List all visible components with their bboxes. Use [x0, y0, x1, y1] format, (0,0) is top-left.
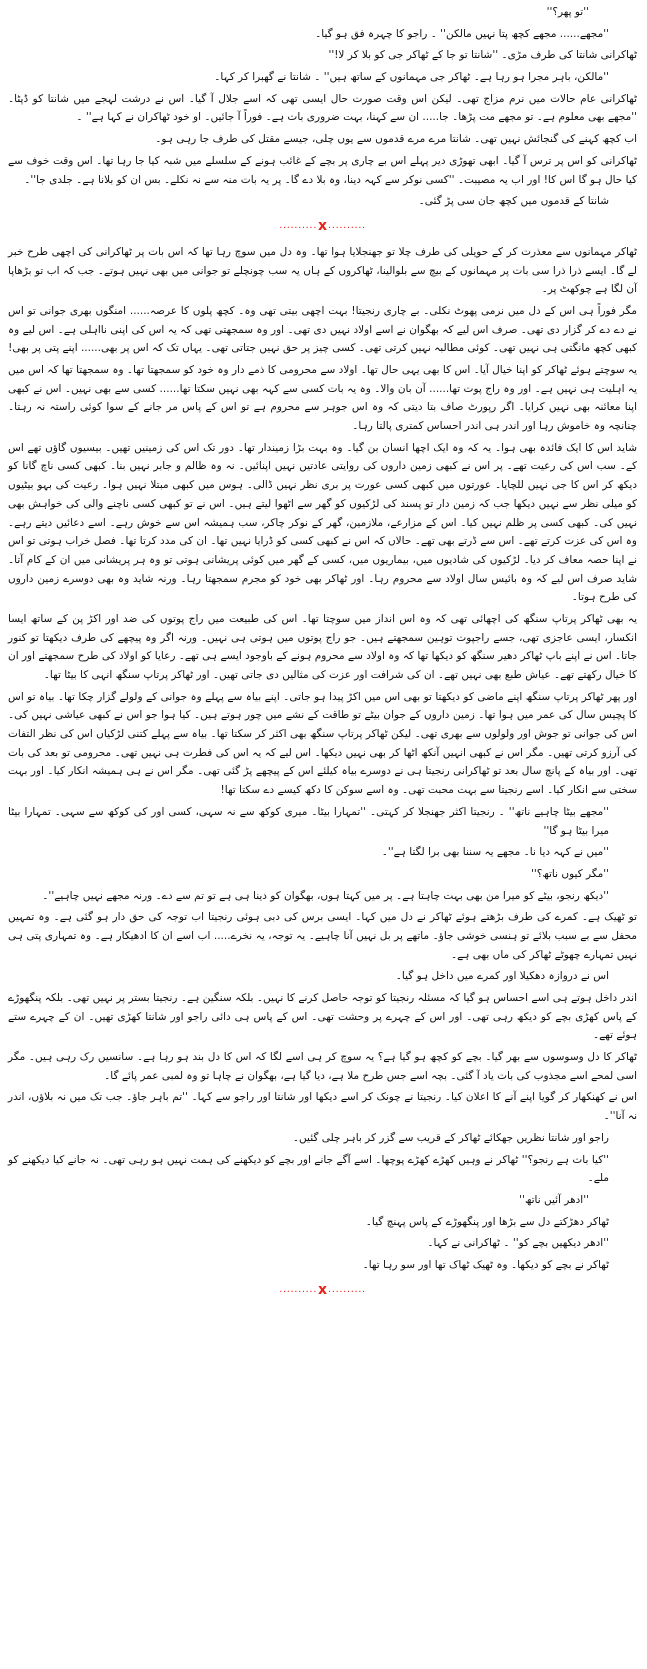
paragraph: یہ بھی ٹھاکر پرتاپ سنگھ کی اچھائی تھی کہ وہ اس انداز میں سوچتا تھا۔ اس کی طبیعت میں راج پوتوں کی ضد اور اکڑ پن کے ساتھ ایسا انکسار، ایسی عاجزی تھی، جسے راجپوت توہین سمجھتے ہیں۔ جو راج پوتوں میں ہوتی ہی نہیں۔ ورنہ اگر وہ پیچھے کی طرف دیکھتا تو کنور جاتا۔ اس نے اپنے باپ ٹھاکر دھیر سنگھ کو دیکھا تھا کہ وہ اولاد سے محروم ہونے کے باوجود ایسے ہی تھے۔ رعایا کو اولاد کی طرح سمجھتے اور ان کا خیال رکھتے تھے۔ عیاش طبع بھی نہیں تھے۔ ان کی شرافت اور عزت کی مثالیں دی جاتی تھیں۔ اور ٹھاکر پرتاپ سنگھ انہی کا بیٹا تھا۔ — [8, 612, 637, 681]
paragraph: ''تو پھر؟'' — [546, 6, 589, 18]
paragraph: ''مجھے بیٹا چاہیے ناتھ'' ۔ رنجیتا اکثر جھنجلا کر کہتی۔ ''تمہارا بیٹا۔ میری کوکھ سے نہ سہی، کسی اور کی کوکھ سے سہی۔ تمہارا بیٹا میرا بیٹا ہو گا'' — [8, 805, 609, 837]
divider-dots-right: .......... — [328, 1283, 366, 1295]
paragraph: ٹھاکرانی شانتا کی طرف مڑی۔ ''شانتا تو جا کے ٹھاکر جی کو بلا کر لا!'' — [328, 49, 637, 62]
story-section-2 — [8, 243, 637, 1275]
paragraph: اس نے دروازہ دھکیلا اور کمرے میں داخل ہو گیا۔ — [395, 970, 609, 983]
paragraph: اب کچھ کہنے کی گنجائش نہیں تھی۔ شانتا مرے مرے قدموں سے یوں چلی، جیسے مقتل کی طرف جا رہی ہو۔ — [155, 133, 637, 146]
section-divider — [8, 216, 637, 236]
paragraph: شانتا کے قدموں میں کچھ جان سی پڑ گئی۔ — [418, 195, 609, 208]
paragraph: مگر فوراً ہی اس کے دل میں نرمی پھوٹ نکلی۔ بے چاری رنجیتا! بہت اچھی بیتی تھی وہ۔ کچھ پلوں کا عرصہ...... امنگوں بھری جوانی تو اس نے دے دے کر گزار دی تھی۔ صرف اس لیے کہ بھگوان نے اسے اولاد نہیں دی تھی۔ اور وہ سمجھتی تھی کہ یہ اس کی اپنی نااہلی ہے۔ اس لیے وہ کبھی کچھ مانگتی ہی نہیں تھی۔ کوئی مطالبہ نہیں کرتی تھی۔ کسی چیز پر حق نہیں جتاتی تھی۔ یہاں تک کہ اس پر بھی...... اپنے پتی پر بھی! — [8, 304, 637, 355]
story-section-1 — [8, 3, 637, 211]
paragraph: ٹھاکرانی عام حالات میں نرم مزاج تھی۔ لیکن اس وقت صورت حال ایسی تھی کہ اسے جلال آ گیا۔ اس نے درشت لہجے میں شانتا کو ڈپٹا۔ ''مجھے بھی معلوم ہے۔ تو مجھے مت پڑھا۔ جا..... ان سے کہنا، بہت ضروری بات ہے۔ فوراً آ جائیں۔ او خود ٹھاکران نے کہا ہے'' ۔ — [8, 92, 637, 124]
paragraph: اندر داخل ہوتے ہی اسے احساس ہو گیا کہ مسئلہ رنجیتا کو توجہ حاصل کرنے کا نہیں۔ بلکہ سنگین ہے۔ رنجیتا بستر پر نہیں تھی۔ بلکہ پنگھوڑے کے پاس کھڑی بچے کو دیکھ رہی تھی۔ اور اس کے چہرے پر وحشت تھی۔ اس کے پاس ہی دائی راجو اور شانتا کھڑی تھیں۔ ان کے چہرے ستے ہوئے تھے۔ — [8, 992, 637, 1042]
paragraph: راجو اور شانتا نظریں جھکائے ٹھاکر کے قریب سے گزر کر باہر چلی گئیں۔ — [292, 1131, 609, 1144]
paragraph: ''ادھر دیکھیں بچے کو'' ۔ ٹھاکرانی نے کہا۔ — [427, 1237, 609, 1250]
paragraph: ٹھاکر نے بچے کو دیکھا۔ وہ ٹھیک ٹھاک تھا اور سو رہا تھا۔ — [362, 1258, 609, 1271]
paragraph: ''ادھر آئیں ناتھ'' — [519, 1193, 589, 1206]
paragraph: ''مگر کیوں ناتھ؟'' — [531, 867, 609, 880]
divider-x-mark: x — [317, 217, 328, 234]
paragraph: اس نے کھنکھار کر گویا اپنے آنے کا اعلان کیا۔ رنجیتا نے چونک کر اسے دیکھا اور شانتا اور راجو سے کہا۔ ''تم باہر جاؤ۔ جب تک میں نہ بلاؤں، اندر نہ آنا''۔ — [8, 1091, 637, 1123]
end-divider — [8, 1280, 637, 1300]
paragraph: ٹھاکر دھڑکتے دل سے بڑھا اور پنگھوڑے کے پاس پہنچ گیا۔ — [365, 1215, 609, 1228]
paragraph: ٹھاکر مہمانوں سے معذرت کر کے حویلی کی طرف چلا تو جھنجلایا ہوا تھا۔ وہ دل میں سوچ رہا تھا کہ اس بات پر ٹھاکرانی کی اچھی طرح خبر لے گا۔ ایسے ذرا ذرا سی بات پر مہمانوں کے بیچ سے بلوالینا، ٹھاکروں کے ہاں یہ سب چونچلے تو جوانی میں بھی نہیں ہوتے۔ جب کہ اب تو بڑھاپا آن لگا ہے چوکھٹ پر۔ — [8, 245, 637, 296]
divider-dots-left: .......... — [279, 1283, 317, 1295]
paragraph: ''مجھے...... مجھے کچھ پتا نہیں مالکن'' ۔ راجو کا چہرہ فق ہو گیا۔ — [315, 27, 609, 40]
divider-x-mark: x — [317, 1281, 328, 1298]
paragraph: ''دیکھ رنجو، بیٹے کو میرا من بھی بہت چاہتا ہے۔ پر میں کہتا ہوں، بھگوان کو دینا ہی ہے تو تم سے دے۔ ورنہ مجھے نہیں چاہیے''۔ — [42, 889, 609, 902]
paragraph: تو ٹھیک ہے۔ کمرے کی طرف بڑھتے ہوئے ٹھاکر نے دل میں کہا۔ ایسی برس کی دبی ہوئی رنجیتا اب توجہ کی حق دار ہو گئی ہے۔ وہ تمہیں محفل سے بے سبب بلائے تو ہنسی خوشی جاؤ۔ ماتھے پر بل نہیں آنا چاہیے۔ یہ توجہ، یہ نخرے..... اب اسے ان کا ادھیکار ہے۔ وہ تمہاری پتی ہی نہیں تمہارے چھوٹے ٹھاکر کی ماں بھی ہے۔ — [8, 911, 637, 961]
paragraph: شاید اس کا ایک فائدہ بھی ہوا۔ یہ کہ وہ ایک اچھا انسان بن گیا۔ وہ بہت بڑا زمیندار تھا۔ دور تک اس کی زمینیں تھیں۔ بیسیوں گاؤں تھے اس کے۔ سب اس کی رعیت تھے۔ پر اس نے کبھی زمین داروں کی روایتی عادتیں نہیں اپنائیں۔ نہ وہ ظالم و جابر نہیں بنا۔ کبھی کسی ناچ گانا کو دیکھ کر اس کا جی نہیں للچایا۔ عورتوں میں کبھی کسی عورت پر بری نظر نہیں ڈالی۔ ہوس میں کبھی مبتلا نہیں ہوا۔ رعیت کی بہو بیٹیوں کو میلی نظر سے نہیں دیکھا جب کہ زمین دار تو پسند کی لڑکیوں کو گھر سے اٹھوا لیتے ہیں۔ اس نے تو کبھی کسی ناچنے والی کی خواہش بھی نہیں کی۔ کبھی کسی پر ظلم نہیں کیا۔ اس کے مزارعے، ملازمین، گھر کے نوکر چاکر، سب ہمیشہ اس سے خوش رہے۔ اسے دعائیں دیتے رہے۔ وہ اس کی عزت کرتے تھے۔ اس سے ڈرتے بھی تھے۔ حالاں کہ اس نے کبھی کسی کو ڈرایا نہیں تھا۔ ان کی مدد کرتا تھا۔ فصل خراب ہوتی تو اس نے اپنا حصہ معاف کر دیا۔ لڑکیوں کی شادیوں میں، بیماریوں میں، کسی کے گھر میں کوئی پریشانی ہوتی تو وہ ہر پریشانی میں ان کے کام آتا۔ شاید صرف اس لیے کہ وہ بائیس سال اولاد سے محروم رہا۔ اور ٹھاکر بھی خود کو مجرم سمجھتا رہا۔ ورنہ شاید وہ بھی دوسرے زمین داروں کی طرح ہوتا۔ — [8, 441, 637, 604]
paragraph: ٹھاکرانی کو اس پر ترس آ گیا۔ ابھی تھوڑی دیر پہلے اس بے چاری پر بچے کے غائب ہونے کے سلسلے میں شبہ کیا جا رہا تھا۔ اس وقت خوف سے کیا حال ہو گا اس کا! اور اب یہ مصیبت۔ ''کسی نوکر سے کہہ دینا، وہ بلا دے گا۔ پر یہ بات منہ سے نہ نکلے۔ بس ان کو بلانا ہے۔ جلدی جا''۔ — [8, 154, 637, 186]
paragraph: اور پھر ٹھاکر پرتاپ سنگھ اپنے ماضی کو دیکھتا تو بھی اس میں اکڑ پیدا ہو جاتی۔ اپنے بیاہ سے پہلے وہ جوانی کے ولولے گزار چکا تھا۔ بیاہ تو اس کا پچیس سال کی عمر میں ہوا تھا۔ زمین داروں کے جوان بیٹے تو طاقت کے نشے میں چور ہوتے ہیں۔ کیا ہوا جو اس نے کبھی عیاشی نہیں کی۔ اس کی جوانی تو جوش اور ولولوں سے بھری تھی۔ لیکن ٹھاکر پرتاپ سنگھ بھی اکثر کر سکتا تھا۔ بیاہ سے پہلے کتنی لڑکیاں اس کی نظر التفات کی آرزو کرتی تھیں۔ مگر اس نے کبھی انہیں آنکھ اٹھا کر بھی نہیں دیکھا۔ اس لیے کہ یہ اس کی فطرت ہی نہیں تھی۔ محرومی تو بعد کی بات تھی۔ اور بیاہ کے پانچ سال بعد تو ٹھاکرانی رنجیتا ہی نے دوسرے بیاہ کیلئے اس کے پیچھے پڑ گئی تھی۔ مگر اس نے ہی ہمیشہ انکار کیا۔ اور بہت سختی سے انکار کیا۔ اسے رنجیتا سے بہت محبت تھی۔ وہ اسے سوکن کا دکھ کیسے دے سکتا تھا! — [8, 690, 637, 797]
paragraph: ٹھاکر کا دل وسوسوں سے بھر گیا۔ بچے کو کچھ ہو گیا ہے؟ یہ سوچ کر ہی اسے لگا کہ اس کا دل بند ہو رہا ہے۔ سانسیں رک رہی ہیں۔ مگر اسی لمحے اسے مجذوب کی بات یاد آ گئی۔ بچہ اسے جس طرح ملا ہے، دیا گیا ہے، بھگوان نے چاہا تو وہ لمبی عمر پائے گا۔ — [8, 1051, 637, 1082]
paragraph: یہ سوچتے ہوئے ٹھاکر کو اپنا خیال آیا۔ اس کا بھی یہی حال تھا۔ اولاد سے محرومی کا ذمے دار وہ خود کو سمجھتا تھا۔ وہ سمجھتا تھا کہ اس میں یہ اہلیت ہی نہیں ہے۔ اور وہ راج پوت تھا...... آن بان والا۔ وہ یہ بات کسی سے کہہ بھی نہیں سکتا تھا...... کسی سے بھی نہیں۔ اس نے کبھی اپنا معائنہ بھی نہیں کرایا۔ اگر رپورٹ صاف بتا دیتی کہ وہ اس جوہر سے محروم ہے تو اس کے پاس مر جانے کے سوا کوئی راستہ نہ رہتا۔ چنانچہ وہ خاموش رہا اور اندر ہی اندر احساس کمتری پالتا رہا۔ — [8, 364, 637, 433]
paragraph: ''کیا بات ہے رنجو؟'' ٹھاکر نے وہیں کھڑے کھڑے پوچھا۔ اسے آگے جانے اور بچے کو دیکھنے کی ہمت نہیں ہو رہی تھی۔ نہ جانے کیا دیکھنے کو ملے۔ — [8, 1153, 609, 1185]
divider-dots-right: .......... — [328, 219, 366, 231]
paragraph: ''میں نے کہہ دیا نا۔ مجھے یہ سننا بھی برا لگتا ہے''۔ — [381, 846, 609, 859]
paragraph: ''مالکن، باہر مجرا ہو رہا ہے۔ ٹھاکر جی مہمانوں کے ساتھ ہیں'' ۔ شانتا نے گھبرا کر کہا۔ — [214, 71, 609, 84]
divider-dots-left: .......... — [279, 219, 317, 231]
